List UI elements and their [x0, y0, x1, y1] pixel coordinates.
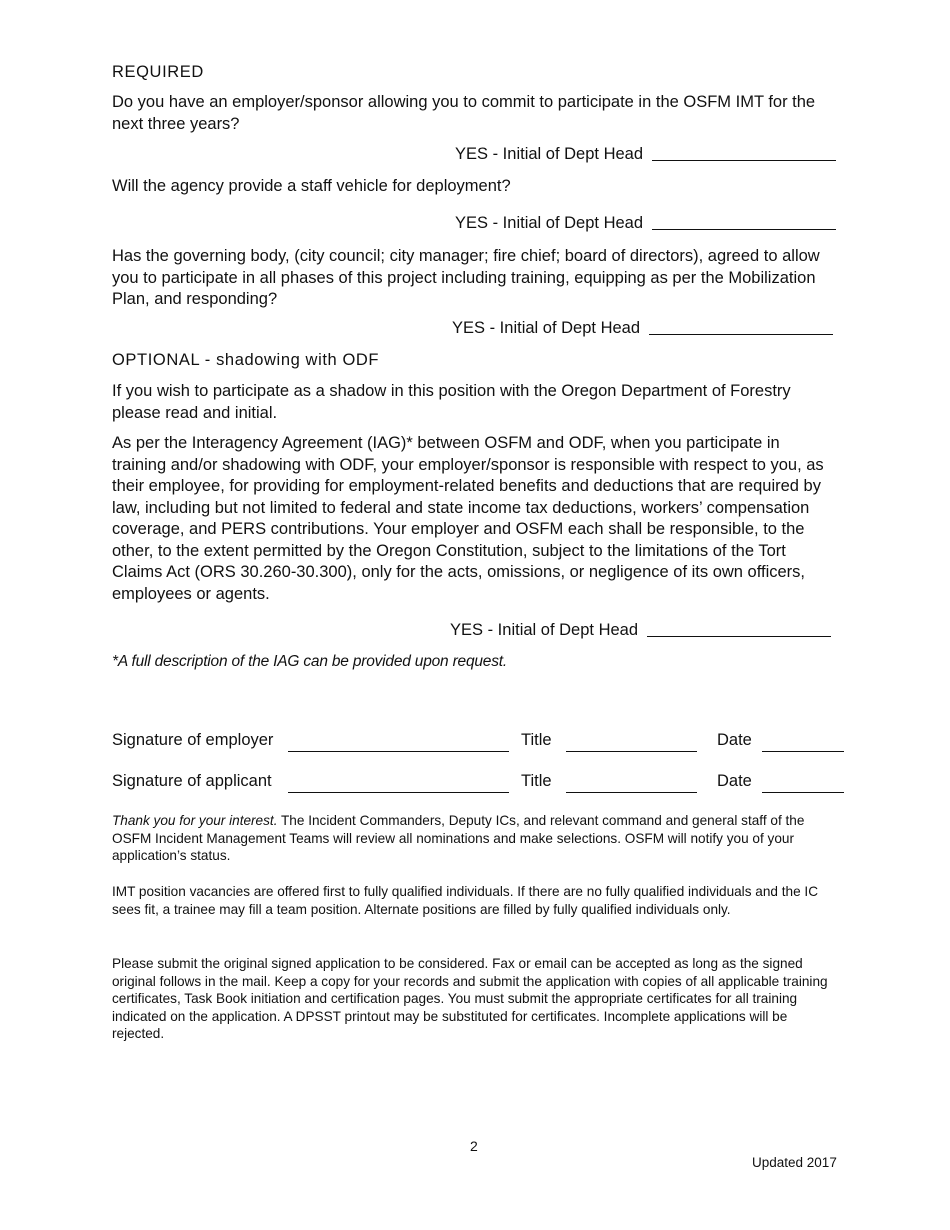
answer-label: YES - Initial of Dept Head: [455, 145, 644, 163]
required-heading: REQUIRED: [112, 63, 204, 81]
answer-label: YES - Initial of Dept Head: [450, 621, 639, 639]
signature-employer-field[interactable]: [288, 750, 509, 752]
thank-you-body: The Incident Commanders, Deputy ICs, and relevant command and general staff of the OSFM Incident Management Teams will review all nominations and make selections. OSFM will notify you of your application’s status.: [112, 813, 805, 863]
answer-row-1: [450, 145, 847, 164]
vacancies-paragraph: IMT position vacancies are offered first to fully qualified individuals. If there are no fully qualified individuals and the IC sees fit, a trainee may fill a team position. Alternate positions are filled by fully qualified individuals only.: [112, 884, 819, 917]
answer-row-3: [450, 319, 847, 338]
date-label: Date: [717, 772, 752, 790]
question-governing-body: Has the governing body, (city council; city manager; fire chief; board of directors), agreed to allow you to participate in all phases of this project including training, equipping as per the Mobilization Plan, and responding?: [112, 247, 820, 308]
thank-you-lead: Thank you for your interest.: [112, 813, 278, 828]
initial-field-3[interactable]: [649, 333, 833, 335]
iag-footnote: *A full description of the IAG can be provided upon request.: [112, 653, 507, 670]
date-employer-field[interactable]: [762, 750, 844, 752]
question-employer-commitment: Do you have an employer/sponsor allowing you to commit to participate in the OSFM IMT for the next three years?: [112, 93, 816, 133]
agreement-paragraph: As per the Interagency Agreement (IAG)* between OSFM and ODF, when you participate in training and/or shadowing with ODF, your employer/sponsor is responsible with respect to you, as their employee, for providing for employment-related benefits and deductions that are required by law, including but not limited to federal and state income tax deductions, workers’ compensation coverage, and PERS contributions. Your employer and OSFM each shall be responsible, to the other, to the extent permitted by the Oregon Constitution, subject to the limitations of the Tort Claims Act (ORS 30.260-30.300), only for the acts, omissions, or negligence of its own officers, employees or agents.: [112, 434, 824, 603]
title-label: Title: [521, 772, 552, 790]
initial-field-2[interactable]: [652, 228, 836, 230]
signature-applicant-field[interactable]: [288, 791, 509, 793]
answer-label: YES - Initial of Dept Head: [452, 319, 641, 337]
title-label: Title: [521, 731, 552, 749]
answer-row-2: [450, 214, 847, 233]
submission-paragraph: Please submit the original signed application to be considered. Fax or email can be accepted as long as the signed original follows in the mail. Keep a copy for your records and submit the application with copies of all applicable training certificates, Task Book initiation and certification pages. You must submit the appropriate certificates for all training indicated on the application. A DPSST printout may be substituted for certificates. Incomplete applications will be rejected.: [112, 956, 828, 1041]
optional-heading: OPTIONAL - shadowing with ODF: [112, 351, 380, 369]
signature-employer-label: Signature of employer: [112, 731, 274, 749]
optional-intro: If you wish to participate as a shadow in this position with the Oregon Department of Forestry please read and initial.: [112, 382, 791, 422]
question-staff-vehicle: Will the agency provide a staff vehicle for deployment?: [112, 177, 511, 195]
initial-field-4[interactable]: [647, 635, 831, 637]
title-employer-field[interactable]: [566, 750, 697, 752]
answer-row-4: [450, 621, 847, 640]
signature-applicant-label: Signature of applicant: [112, 772, 272, 790]
thank-you-paragraph: [112, 812, 838, 865]
date-applicant-field[interactable]: [762, 791, 844, 793]
page-number: 2: [470, 1138, 478, 1154]
updated-note: Updated 2017: [752, 1155, 837, 1170]
answer-label: YES - Initial of Dept Head: [455, 214, 644, 232]
date-label: Date: [717, 731, 752, 749]
title-applicant-field[interactable]: [566, 791, 697, 793]
initial-field-1[interactable]: [652, 159, 836, 161]
